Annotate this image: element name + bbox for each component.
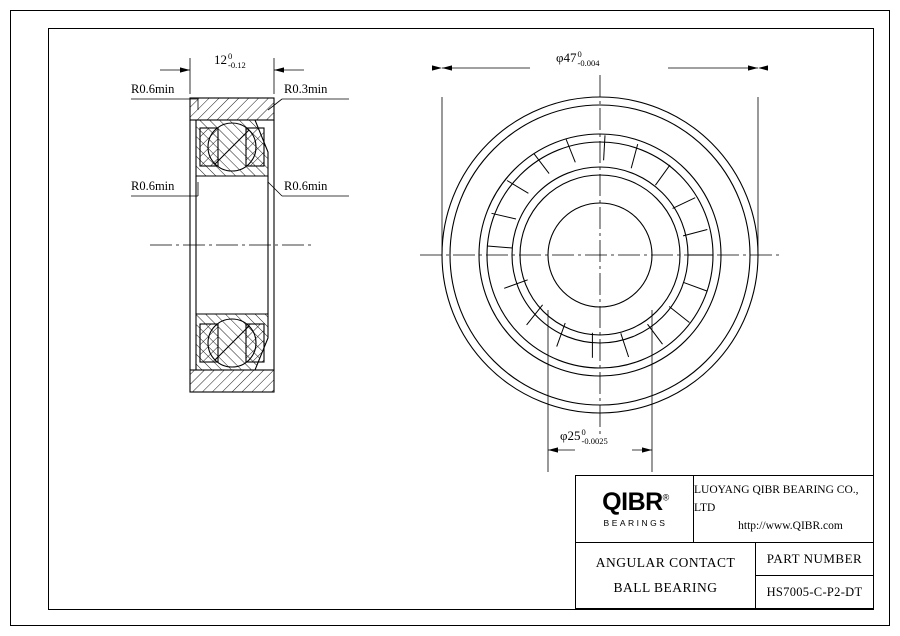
part-number-label: PART NUMBER: [756, 543, 873, 576]
title-block: [575, 475, 874, 609]
front-view: [420, 75, 782, 437]
chamfer-note-top-right: R0.3min: [284, 82, 328, 96]
width-dimension-text: 12 0 -0.12: [214, 51, 246, 71]
title-block-body: [576, 543, 873, 609]
chamfer-note-bottom-left: R0.6min: [131, 179, 175, 193]
bore-diameter-dimension-text: φ25 0 -0.0025: [560, 427, 608, 447]
product-line-2: BALL BEARING: [613, 580, 718, 595]
product-description: [576, 543, 756, 609]
company-logo: [576, 476, 694, 542]
outer-diameter-dimension-text: φ47 0 -0.004: [556, 49, 600, 69]
part-number-block: [756, 543, 873, 609]
logo-subtitle: BEARINGS: [603, 518, 668, 528]
product-line-1: ANGULAR CONTACT: [595, 555, 736, 571]
section-view: [150, 98, 315, 392]
company-name: LUOYANG QIBR BEARING CO., LTD: [694, 484, 859, 515]
logo-text: QIBR®: [602, 488, 669, 516]
chamfer-note-top-left: R0.6min: [131, 82, 175, 96]
registered-trademark-icon: ®: [662, 492, 669, 503]
part-number-value: HS7005-C-P2-DT: [766, 585, 863, 599]
company-info: [694, 482, 873, 535]
chamfer-note-bottom-right: R0.6min: [284, 179, 328, 193]
title-block-header: [576, 476, 873, 543]
company-url: http://www.QIBR.com: [738, 519, 843, 532]
